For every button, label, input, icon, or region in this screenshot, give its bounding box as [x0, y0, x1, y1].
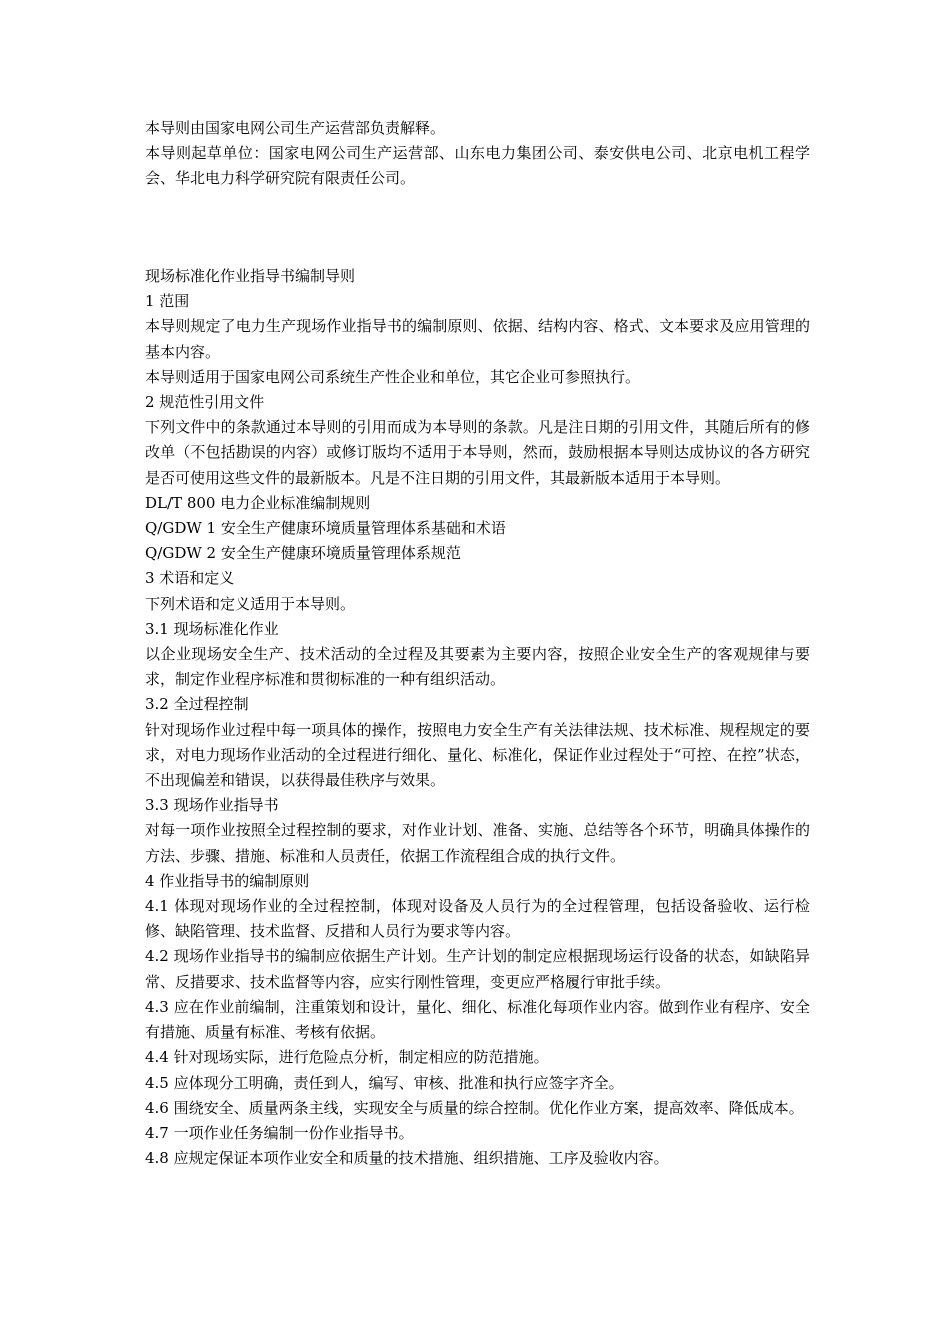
preface-block — [145, 116, 810, 192]
principle-item: 4.7 一项作业任务编制一份作业指导书。 — [145, 1123, 414, 1142]
term-3-3-definition: 对每一项作业按照全过程控制的要求，对作业计划、准备、实施、总结等各个环节，明确具体操作的方法、步骤、措施、标准和人员责任，依据工作流程组合成的执行文件。 — [145, 821, 810, 865]
term-3-2-heading: 3.2 全过程控制 — [145, 695, 249, 714]
section-1-paragraph: 本导则规定了电力生产现场作业指导书的编制原则、依据、结构内容、格式、文本要求及应用管理的基本内容。 — [145, 317, 810, 361]
reference-item: Q/GDW 2 安全生产健康环境质量管理体系规范 — [145, 544, 461, 563]
section-4-heading: 4 作业指导书的编制原则 — [145, 871, 310, 890]
term-3-2-definition: 针对现场作业过程中每一项具体的操作，按照电力安全生产有关法律法规、技术标准、规程规定的要求，对电力现场作业活动的全过程进行细化、量化、标准化，保证作业过程处于“可控、在控”状态，不出现偏差和错误，以获得最佳秩序与效果。 — [145, 720, 810, 790]
section-1-paragraph: 本导则适用于国家电网公司系统生产性企业和单位，其它企业可参照执行。 — [145, 367, 641, 386]
section-1-heading: 1 范围 — [145, 292, 190, 311]
principle-item: 4.1 体现对现场作业的全过程控制，体现对设备及人员行为的全过程管理，包括设备验收、运行检修、缺陷管理、技术监督、反措和人员行为要求等内容。 — [145, 897, 810, 941]
principle-item: 4.2 现场作业指导书的编制应依据生产计划。生产计划的制定应根据现场运行设备的状态，如缺陷异常、反措要求、技术监督等内容，应实行刚性管理，变更应严格履行审批手续。 — [145, 947, 810, 991]
drafting-units-paragraph: 本导则起草单位：国家电网公司生产运营部、山东电力集团公司、泰安供电公司、北京电机工程学会、华北电力科学研究院有限责任公司。 — [145, 144, 810, 188]
principle-item: 4.3 应在作业前编制，注重策划和设计，量化、细化、标准化每项作业内容。做到作业有程序、安全有措施、质量有标准、考核有依据。 — [145, 997, 810, 1042]
term-3-3-heading: 3.3 现场作业指导书 — [145, 796, 279, 815]
reference-item: Q/GDW 1 安全生产健康环境质量管理体系基础和术语 — [145, 519, 506, 538]
section-2-paragraph: 下列文件中的条款通过本导则的引用而成为本导则的条款。凡是注日期的引用文件，其随后所有的修改单（不包括勘误的内容）或修订版均不适用于本导则，然而，鼓励根据本导则达成协议的各方研究是否可使用这些文件的最新版本。凡是不注日期的引用文件，其最新版本适用于本导则。 — [145, 418, 810, 487]
main-body — [145, 264, 810, 1171]
principle-item: 4.6 围绕安全、质量两条主线，实现安全与质量的综合控制。优化作业方案，提高效率、降低成本。 — [145, 1098, 804, 1117]
document-title: 现场标准化作业指导书编制导则 — [145, 267, 356, 285]
term-3-1-definition: 以企业现场安全生产、技术活动的全过程及其要素为主要内容，按照企业安全生产的客观规律与要求，制定作业程序标准和贯彻标准的一种有组织活动。 — [145, 645, 810, 689]
principle-item: 4.5 应体现分工明确，责任到人，编写、审核、批准和执行应签字齐全。 — [145, 1073, 624, 1092]
principle-item: 4.8 应规定保证本项作业安全和质量的技术措施、组织措施、工序及验收内容。 — [145, 1149, 669, 1168]
reference-item: DL/T 800 电力企业标准编制规则 — [145, 493, 371, 512]
section-3-heading: 3 术语和定义 — [145, 569, 235, 588]
section-3-intro: 下列术语和定义适用于本导则。 — [145, 594, 356, 613]
section-2-heading: 2 规范性引用文件 — [145, 393, 265, 412]
term-3-1-heading: 3.1 现场标准化作业 — [145, 619, 279, 638]
principle-item: 4.4 针对现场实际，进行危险点分析，制定相应的防范措施。 — [145, 1048, 549, 1067]
interpretation-paragraph: 本导则由国家电网公司生产运营部负责解释。 — [145, 119, 446, 137]
